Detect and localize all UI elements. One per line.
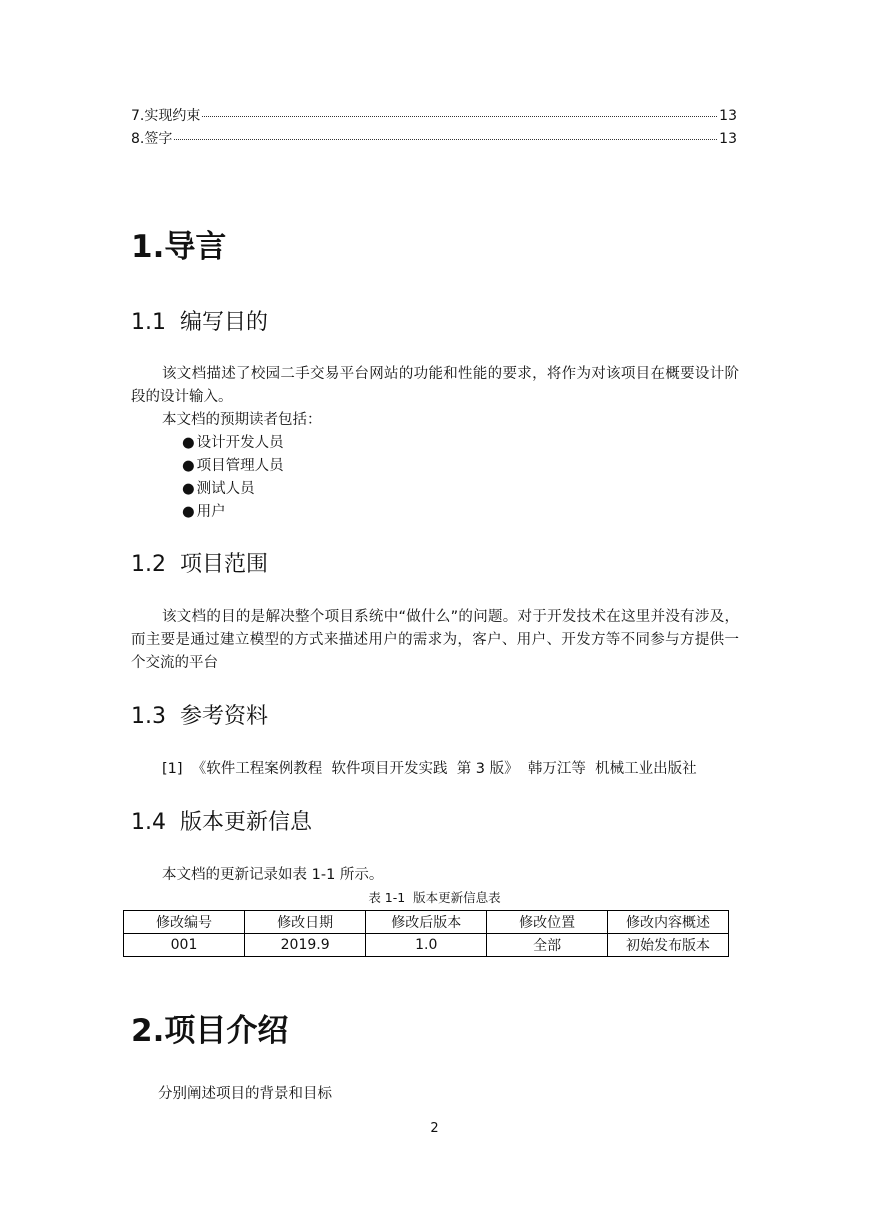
subsection-number: 1.3 [131, 704, 166, 729]
toc-entry[interactable] [131, 107, 737, 125]
subsection-number: 1.4 [131, 810, 166, 835]
toc-entry[interactable] [131, 130, 737, 148]
subsection-title: 项目范围 [180, 552, 269, 577]
section-heading-intro: 1.导言 [131, 229, 227, 265]
table-row [124, 934, 729, 957]
toc-entry-page: 13 [719, 108, 737, 124]
subsection-heading-purpose [131, 309, 268, 337]
table-header-cell: 修改位置 [487, 911, 608, 934]
table-cell: 初始发布版本 [608, 934, 729, 957]
table-header-cell: 修改内容概述 [608, 911, 729, 934]
toc-entry-page: 13 [719, 131, 737, 147]
subsection-number: 1.1 [131, 310, 166, 335]
list-item: ● 测试人员 [182, 478, 284, 501]
toc-dot-leader [174, 139, 717, 140]
scope-paragraph: 该文档的目的是解决整个项目系统中“做什么”的问题。对于开发技术在这里并没有涉及，而主要是通过建立模型的方式来描述用户的需求为，客户、用户、开发方等不同参与方提供一个交流的平台 [131, 609, 739, 671]
page-number: 2 [430, 1121, 439, 1136]
subsection-heading-version-info [131, 809, 312, 837]
list-item: ● 项目管理人员 [182, 455, 284, 478]
readers-intro: 本文档的预期读者包括： [162, 412, 322, 428]
list-item: ● 设计开发人员 [182, 432, 284, 455]
list-item: ● 用户 [182, 501, 284, 524]
version-table [123, 910, 729, 957]
purpose-paragraph: 该文档描述了校园二手交易平台网站的功能和性能的要求，将作为对该项目在概要设计阶段的设计输入。 [131, 366, 739, 405]
table-caption: 表 1-1 版本更新信息表 [368, 890, 501, 905]
subsection-title: 版本更新信息 [180, 810, 313, 835]
readers-list [182, 432, 284, 524]
subsection-title: 参考资料 [180, 704, 269, 729]
reference-item: [1] 《软件工程案例教程 软件项目开发实践 第 3 版》 韩万江等 机械工业出版社 [162, 761, 697, 777]
toc-entry-label: 7.实现约束 [131, 108, 201, 124]
toc-dot-leader [202, 116, 717, 117]
version-paragraph: 本文档的更新记录如表 1-1 所示。 [162, 867, 384, 883]
toc-entry-label: 8.签字 [131, 131, 173, 147]
table-header-cell: 修改日期 [245, 911, 366, 934]
table-header-cell: 修改编号 [124, 911, 245, 934]
table-cell: 2019.9 [245, 934, 366, 957]
section-heading-project-intro: 2.项目介绍 [131, 1013, 289, 1049]
table-cell: 001 [124, 934, 245, 957]
subsection-heading-references [131, 703, 268, 731]
table-header-cell: 修改后版本 [366, 911, 487, 934]
table-cell: 全部 [487, 934, 608, 957]
subsection-heading-scope [131, 551, 268, 579]
subsection-number: 1.2 [131, 552, 166, 577]
table-cell: 1.0 [366, 934, 487, 957]
project-intro-paragraph: 分别阐述项目的背景和目标 [158, 1086, 332, 1102]
table-header-row [124, 911, 729, 934]
subsection-title: 编写目的 [180, 310, 269, 335]
